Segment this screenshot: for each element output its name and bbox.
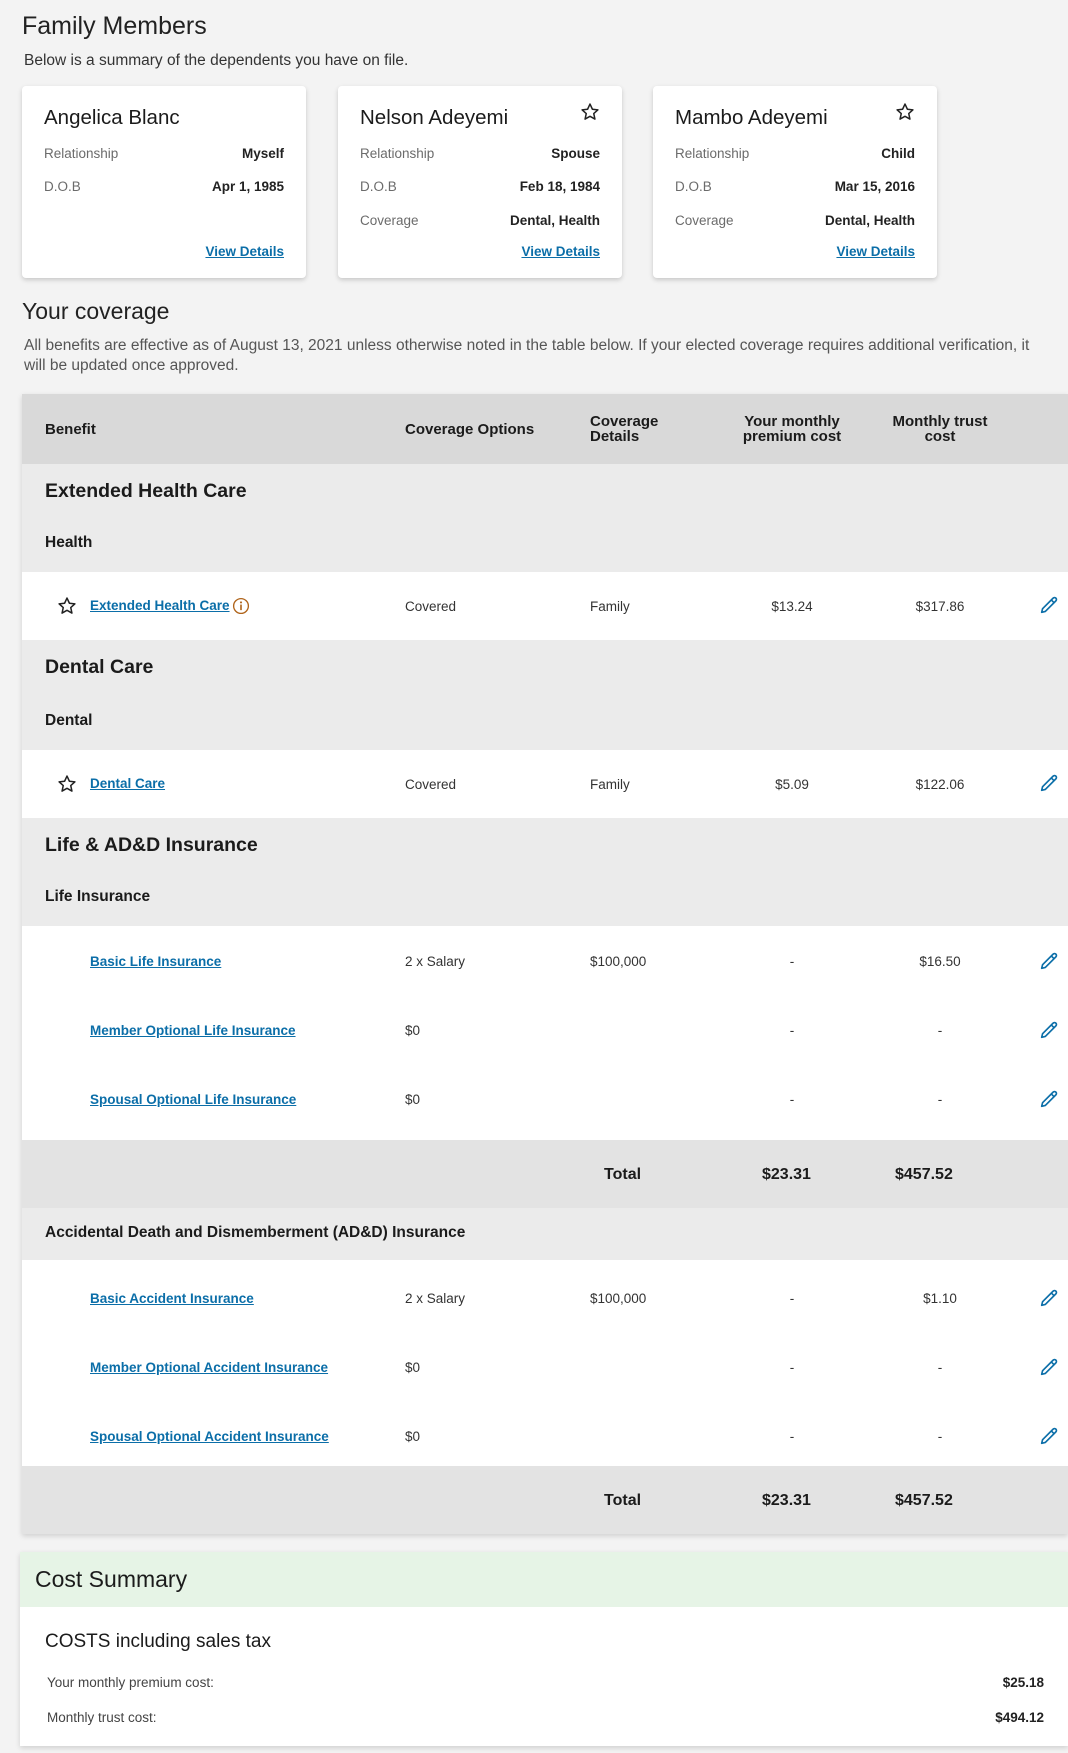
dob-value: Feb 18, 1984 bbox=[519, 179, 600, 194]
pencil-icon[interactable] bbox=[1038, 1356, 1060, 1378]
group-subtitle: Life Insurance bbox=[45, 888, 151, 905]
total-trust: $457.52 bbox=[895, 1166, 953, 1183]
coverage-row bbox=[360, 213, 600, 228]
coverage-option: $0 bbox=[405, 1092, 421, 1107]
relationship-label: Relationship bbox=[44, 146, 119, 161]
monthly-premium: - bbox=[789, 1291, 795, 1306]
member-card bbox=[22, 86, 306, 278]
pencil-icon[interactable] bbox=[1038, 950, 1060, 972]
coverage-description: All benefits are effective as of August 13, 2021 unless otherwise noted in the table below. If your elected coverage requires additional verification, it will be updated once approved. bbox=[24, 337, 1030, 374]
header-monthly-premium bbox=[712, 414, 872, 444]
monthly-premium: - bbox=[789, 1092, 795, 1107]
relationship-label: Relationship bbox=[360, 146, 435, 161]
coverage-title: Your coverage bbox=[22, 298, 170, 324]
monthly-trust: $317.86 bbox=[915, 599, 965, 614]
coverage-option: $0 bbox=[405, 1429, 421, 1444]
coverage-label: Coverage bbox=[675, 213, 734, 228]
dob-value: Apr 1, 1985 bbox=[211, 179, 284, 194]
coverage-label: Coverage bbox=[360, 213, 419, 228]
benefit-link[interactable]: Basic Accident Insurance bbox=[90, 1291, 254, 1306]
trust-cost-label: Monthly trust cost: bbox=[47, 1710, 157, 1725]
pencil-icon[interactable] bbox=[1038, 1088, 1060, 1110]
coverage-details: $100,000 bbox=[590, 954, 647, 969]
coverage-value: Dental, Health bbox=[824, 213, 915, 228]
group-subtitle: Health bbox=[45, 534, 93, 551]
star-outline-icon[interactable] bbox=[57, 774, 77, 794]
relationship-label: Relationship bbox=[675, 146, 750, 161]
monthly-premium: $13.24 bbox=[771, 599, 813, 614]
monthly-premium: - bbox=[789, 954, 795, 969]
benefit-link[interactable]: Spousal Optional Life Insurance bbox=[90, 1092, 297, 1107]
pencil-icon[interactable] bbox=[1038, 1287, 1060, 1309]
member-card bbox=[653, 86, 937, 278]
coverage-details: $100,000 bbox=[590, 1291, 647, 1306]
star-outline-icon[interactable] bbox=[895, 102, 915, 122]
header-coverage-options: Coverage Options bbox=[405, 421, 535, 438]
header-trust-line1: Monthly trust bbox=[892, 413, 988, 430]
group-band-life bbox=[22, 818, 1068, 926]
relationship-row bbox=[44, 146, 284, 161]
monthly-premium: $5.09 bbox=[775, 777, 809, 792]
add-rows bbox=[22, 1260, 1068, 1462]
dob-label: D.O.B bbox=[675, 179, 712, 194]
dob-label: D.O.B bbox=[360, 179, 397, 194]
pencil-icon[interactable] bbox=[1038, 772, 1060, 794]
header-coverage-details bbox=[590, 414, 710, 444]
monthly-trust: $1.10 bbox=[923, 1291, 957, 1306]
relationship-value: Spouse bbox=[551, 146, 600, 161]
total-row-life bbox=[22, 1140, 1068, 1208]
info-circle-icon[interactable] bbox=[232, 597, 250, 615]
premium-cost-value: $25.18 bbox=[1002, 1675, 1044, 1690]
cost-summary-header bbox=[20, 1552, 1068, 1607]
total-premium: $23.31 bbox=[762, 1492, 811, 1509]
monthly-premium: - bbox=[789, 1429, 795, 1444]
group-band-ehc bbox=[22, 464, 1068, 572]
header-monthly-trust bbox=[860, 414, 1020, 444]
monthly-trust: $16.50 bbox=[919, 954, 961, 969]
relationship-row bbox=[360, 146, 600, 161]
coverage-row bbox=[675, 213, 915, 228]
trust-cost-value: $494.12 bbox=[995, 1710, 1044, 1725]
table-header bbox=[22, 394, 1068, 464]
coverage-option: 2 x Salary bbox=[405, 954, 466, 969]
coverage-option: $0 bbox=[405, 1360, 421, 1375]
group-subtitle: Accidental Death and Dismemberment (AD&D) Insurance bbox=[45, 1224, 466, 1241]
premium-cost-label: Your monthly premium cost: bbox=[47, 1675, 214, 1690]
group-title: Extended Health Care bbox=[45, 480, 247, 502]
total-label: Total bbox=[604, 1166, 642, 1183]
header-coverage-details-line1: Coverage bbox=[590, 413, 659, 430]
header-benefit: Benefit bbox=[45, 421, 96, 438]
group-title: Life & AD&D Insurance bbox=[45, 834, 258, 856]
coverage-details: Family bbox=[590, 777, 630, 792]
monthly-trust: - bbox=[937, 1360, 943, 1375]
total-row-add bbox=[22, 1466, 1068, 1534]
coverage-option: 2 x Salary bbox=[405, 1291, 466, 1306]
monthly-trust: - bbox=[937, 1023, 943, 1038]
life-rows bbox=[22, 926, 1068, 1134]
dob-row bbox=[44, 179, 284, 194]
member-name: Mambo Adeyemi bbox=[675, 106, 828, 129]
dob-value: Mar 15, 2016 bbox=[834, 179, 915, 194]
dob-row bbox=[675, 179, 915, 194]
monthly-premium: - bbox=[789, 1023, 795, 1038]
header-premium-line2: premium cost bbox=[742, 428, 842, 445]
total-label: Total bbox=[604, 1492, 642, 1509]
monthly-trust: $122.06 bbox=[915, 777, 965, 792]
member-name: Angelica Blanc bbox=[44, 106, 180, 129]
benefit-link[interactable]: Member Optional Life Insurance bbox=[90, 1023, 296, 1038]
cost-summary-title: Cost Summary bbox=[35, 1566, 188, 1592]
benefit-link[interactable]: Basic Life Insurance bbox=[90, 954, 222, 969]
pencil-icon[interactable] bbox=[1038, 1019, 1060, 1041]
monthly-premium: - bbox=[789, 1360, 795, 1375]
star-outline-icon[interactable] bbox=[580, 102, 600, 122]
monthly-trust: - bbox=[937, 1429, 943, 1444]
pencil-icon[interactable] bbox=[1038, 1425, 1060, 1447]
view-details-link[interactable]: View Details bbox=[205, 244, 284, 259]
view-details-link[interactable]: View Details bbox=[521, 244, 600, 259]
benefit-link[interactable]: Dental Care bbox=[90, 776, 166, 791]
header-trust-line2: cost bbox=[924, 428, 956, 445]
group-subtitle: Dental bbox=[45, 712, 93, 729]
monthly-trust: - bbox=[937, 1092, 943, 1107]
family-members-subtitle: Below is a summary of the dependents you have on file. bbox=[24, 52, 409, 69]
relationship-row bbox=[675, 146, 915, 161]
coverage-option: Covered bbox=[405, 777, 457, 792]
benefit-link[interactable]: Extended Health Care bbox=[90, 598, 230, 613]
member-card bbox=[338, 86, 622, 278]
group-title: Dental Care bbox=[45, 656, 154, 678]
total-premium: $23.31 bbox=[762, 1166, 811, 1183]
relationship-value: Myself bbox=[241, 146, 284, 161]
coverage-option: $0 bbox=[405, 1023, 421, 1038]
star-outline-icon[interactable] bbox=[57, 596, 77, 616]
member-name: Nelson Adeyemi bbox=[360, 106, 509, 129]
table-row bbox=[22, 750, 1068, 818]
cost-summary-card bbox=[20, 1552, 1068, 1746]
coverage-option: Covered bbox=[405, 599, 457, 614]
coverage-table bbox=[22, 394, 1068, 1534]
header-premium-line1: Your monthly bbox=[744, 413, 840, 430]
family-members-title: Family Members bbox=[22, 12, 207, 40]
total-trust: $457.52 bbox=[895, 1492, 953, 1509]
group-band-dental bbox=[22, 640, 1068, 750]
pencil-icon[interactable] bbox=[1038, 594, 1060, 616]
group-band-add bbox=[22, 1208, 1068, 1260]
coverage-value: Dental, Health bbox=[509, 213, 600, 228]
table-row bbox=[22, 572, 1068, 640]
benefit-link[interactable]: Member Optional Accident Insurance bbox=[90, 1360, 329, 1375]
benefit-link[interactable]: Spousal Optional Accident Insurance bbox=[90, 1429, 329, 1444]
view-details-link[interactable]: View Details bbox=[836, 244, 915, 259]
dob-row bbox=[360, 179, 600, 194]
cost-summary-subtitle: COSTS including sales tax bbox=[45, 1631, 271, 1652]
header-coverage-details-line2: Details bbox=[590, 428, 640, 445]
dob-label: D.O.B bbox=[44, 179, 81, 194]
relationship-value: Child bbox=[881, 146, 915, 161]
coverage-details: Family bbox=[590, 599, 630, 614]
